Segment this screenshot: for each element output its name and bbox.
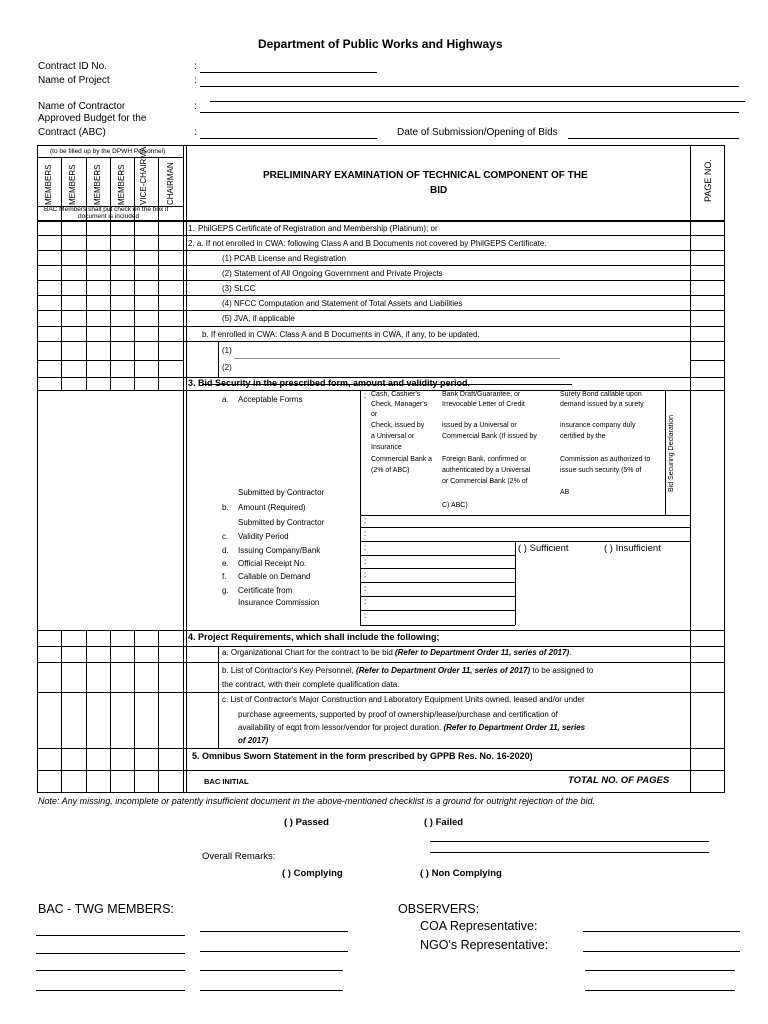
doc-2: (2) Statement of All Ongoing Government and Private Projects [222,269,443,278]
form-d-number: d. [222,546,229,555]
bank-line: issued by a Universal or [442,422,517,429]
bac-note-2: document is included [78,213,140,220]
filled-by-note: (to be filled up by the DPWH Personnel) [50,148,166,155]
colon: : [364,570,367,579]
row-divider [37,692,725,693]
contractor-colon: : [194,101,197,112]
page-col-divider [690,145,691,792]
item-4c-line-4: of 2017) [238,736,269,745]
cash-line: a Universal or [371,433,415,440]
page-no-header: PAGE NO. [703,159,713,202]
col-divider [110,157,111,390]
column-header: MEMBERS [117,164,126,205]
submitted-by-contractor-2: Submitted by Contractor [238,518,325,527]
coa-representative-label: COA Representative: [420,919,538,933]
col-divider [86,157,87,390]
colon: : [364,584,367,593]
row-divider [360,541,690,542]
contractor-field[interactable] [200,112,739,113]
twg-signature-line[interactable] [36,970,185,971]
bank-line: authenticated by a Universal [442,467,531,474]
contractor-label: Name of Contractor [38,101,126,112]
item-4c-line-1: c. List of Contractor's Major Construction and Laboratory Equipment Units owned, leased and/or under [222,695,585,704]
row-divider [360,555,515,556]
row-divider [360,610,515,611]
header-bottom-rule [37,220,725,222]
row-divider [37,295,725,296]
bac-initial-label: BAC INITIAL [204,777,249,786]
item-4a [222,648,571,657]
row-divider [37,250,725,251]
form-a-number: a. [222,395,229,404]
twg-signature-line[interactable] [200,931,348,932]
item-5-omnibus: 5. Omnibus Sworn Statement in the form prescribed by GPPB Res. No. 16-2020) [192,751,533,761]
surety-line: demand issued by a surety [560,401,644,408]
colon: : [364,597,367,606]
row-divider [37,310,725,311]
form-g-number: g. [222,586,229,595]
row-divider [360,527,690,528]
item-4c-ref: (Refer to Department Order 11, series [443,723,586,732]
submitted-by-contractor-1: Submitted by Contractor [238,488,325,497]
row-divider [37,265,725,266]
row-divider [37,235,725,236]
twg-members-label: BAC - TWG MEMBERS: [38,902,174,916]
row-divider [37,770,725,771]
observer-signature-line[interactable] [585,970,735,971]
item-4b-end: to be assigned to [530,666,594,675]
submission-field[interactable] [568,138,739,139]
cash-line: Check, issued by [371,422,425,429]
doc-3: (3) SLCC [222,284,256,293]
form-title-line-2: BID [430,185,448,196]
doc-5: (5) JVA, if applicable [222,314,295,323]
strike-line [202,384,572,385]
column-header: MEMBERS [93,164,102,205]
row-divider [37,630,725,631]
form-e-number: e. [222,559,229,568]
item-1: PhilGEPS Certificate of Registration and Membership (Platinum); or [198,224,438,233]
col-divider [515,541,516,625]
project-colon: : [194,75,197,86]
form-title-line-1: PRELIMINARY EXAMINATION OF TECHNICAL COMPONENT OF THE [263,170,588,181]
cwa-doc-1-field[interactable] [234,358,560,359]
sufficient-checkbox[interactable]: ( ) Sufficient [518,543,569,554]
surety-line: insurance company duly [560,422,636,429]
item-4c-line-3 [238,723,585,732]
twg-signature-line[interactable] [36,953,185,954]
bid-securing-declaration: Bid Securing Declaration [668,414,675,492]
passed-option[interactable]: ( ) Passed [284,817,329,828]
bank-line: or Commercial Bank (2% of [442,478,528,485]
validity-label: Validity Period [238,532,289,541]
surety-line: certified by the [560,433,606,440]
page-title: Department of Public Works and Highways [258,37,503,51]
twg-signature-line[interactable] [200,970,343,971]
certificate-label-2: Insurance Commission [238,598,320,607]
item-4a-ref: (Refer to Department Order 11, series of 2017) [394,648,570,657]
item-4a-text: a. Organizational Chart for the contract to be bid [222,648,395,657]
abc-label-1: Approved Budget for the [38,113,147,124]
acceptable-forms-label: Acceptable Forms [238,395,303,404]
cash-line: Commercial Bank a [371,456,433,463]
bank-line: Foreign Bank, confirmed or [442,456,527,463]
cash-line: Check, Manager's [371,401,428,408]
contract-id-field[interactable] [200,72,377,73]
row-divider [360,515,690,516]
col-divider [110,630,111,792]
abc-label-2: Contract (ABC) [38,127,106,138]
col-divider [183,145,184,792]
receipt-label: Official Receipt No. [238,559,307,568]
col-divider [61,157,62,390]
project-field-line-1[interactable] [200,86,739,87]
colon: : [364,557,367,566]
insufficient-checkbox[interactable]: ( ) Insufficient [604,543,661,554]
row-divider [360,625,515,626]
contract-id-colon: : [194,61,197,72]
project-label: Name of Project [38,75,110,86]
observers-label: OBSERVERS: [398,902,480,916]
item-4a-end: . [569,648,572,657]
item-3-heading: 3. Bid Security in the prescribed form, amount and validity period. [188,378,471,388]
row-divider [37,157,183,158]
colon: : [364,516,367,525]
item-4-heading: 4. Project Requirements, which shall include the following; [188,632,440,642]
col-divider [665,390,666,515]
project-field-line-2[interactable] [210,101,745,102]
bank-line: Commercial Bank (If issued by [442,433,537,440]
item-4b-line-2: the contract, with their complete qualification data. [222,680,400,689]
surety-line: Commission as authorized to [560,456,651,463]
ngo-representative-label: NGO's Representative: [420,938,549,952]
colon: : [364,543,367,552]
issuing-label: Issuing Company/Bank [238,546,321,555]
col-divider [134,630,135,792]
non-complying-option[interactable]: ( ) Non Complying [420,868,502,879]
row-divider [360,596,515,597]
cash-line: (2% of ABC) [371,467,410,474]
observer-signature-line[interactable] [585,990,735,991]
row-divider [37,662,725,663]
ngo-signature-line[interactable] [583,951,740,952]
total-pages-label: TOTAL NO. OF PAGES [568,775,670,786]
submission-label: Date of Submission/Opening of Bids [397,127,558,138]
cwa-doc-1: (1) [222,346,232,355]
row-divider [37,341,725,342]
remarks-line-2[interactable] [430,852,709,853]
overall-remarks-label: Overall Remarks: [202,851,276,862]
item-4c-text: availability of eqpt from lessor/vendor for project duration. [238,723,444,732]
row-divider [37,280,725,281]
cash-line: or [371,411,378,418]
cwa-doc-2: (2) [222,363,232,372]
col-divider [158,630,159,792]
table-right-border [724,145,725,792]
col-divider [134,157,135,390]
colon: : [364,529,367,538]
complying-option[interactable]: ( ) Complying [282,868,343,879]
bank-line: C) ABC) [442,502,468,509]
cash-line: Insurance [371,444,402,451]
col-divider [61,630,62,792]
colon: : [364,611,367,620]
col-divider [158,157,159,390]
item-4b-ref: (Refer to Department Order 11, series of 2017) [356,666,531,675]
failed-option[interactable]: ( ) Failed [424,817,464,828]
item-4c-line-2: purchase agreements, supported by proof of ownership/lease/purchase and certification of [238,710,558,719]
item-4b [222,666,593,675]
column-header: MEMBERS [68,164,77,205]
row-divider [37,646,725,647]
doc-4: (4) NFCC Computation and Statement of Total Assets and Liabilities [222,299,463,308]
cash-line: Cash, Cashier's [371,391,421,398]
item-4b-text: b. List of Contractor's Key Personnel, [222,666,357,675]
row-divider [690,360,724,361]
bank-line: Bank Draft/Guarantee, or [442,391,521,398]
twg-signature-line[interactable] [36,935,185,936]
certificate-label-1: Certificate from [238,586,293,595]
twg-signature-line[interactable] [200,951,348,952]
item-2b: b. If enrolled in CWA: Class A and B Documents in CWA, if any, to be updated. [202,330,480,339]
column-header: MEMBERS [44,164,53,205]
row-divider [37,326,725,327]
rejection-note: Note: Any missing, incomplete or patently insufficient document in the above-mentioned checklist is a ground for outright rejection of the bid. [38,796,595,806]
item-1-number: 1. [188,224,195,233]
row-divider [37,748,725,749]
surety-line: issue such security (5% of [560,467,642,474]
callable-label: Callable on Demand [238,572,311,581]
abc-field[interactable] [200,138,377,139]
column-header: CHAIRMAN [166,162,175,205]
doc-1: (1) PCAB License and Registration [222,254,347,263]
table-bottom-border [37,792,725,793]
col-divider [86,630,87,792]
col-divider [360,515,361,625]
row-divider [360,582,515,583]
surety-line: Surety Bond callable upon [560,391,642,398]
form-c-number: c. [222,532,229,541]
column-header: VICE-CHAIRMA [139,146,148,205]
colon-a: : [364,391,367,400]
surety-line: AB [560,489,570,496]
item-2a: 2. a. If not enrolled in CWA: following Class A and B Documents not covered by PhilGEPS Certificate. [188,239,547,248]
row-divider [37,360,183,361]
contract-id-label: Contract ID No. [38,61,107,72]
bank-line: Irrevocable Letter of Credit [442,401,525,408]
table-left-border [37,145,38,792]
col-divider [218,341,219,377]
form-f-number: f. [222,572,227,581]
amount-label: Amount (Required) [238,503,306,512]
row-divider [360,568,515,569]
coa-signature-line[interactable] [583,931,740,932]
twg-signature-line[interactable] [200,990,343,991]
bac-note-1: BAC Members shall put check on the box if [44,206,169,213]
twg-signature-line[interactable] [36,990,185,991]
form-b-number: b. [222,503,229,512]
col-divider [186,145,187,792]
col-divider [218,646,219,748]
col-divider [360,390,361,515]
remarks-line-1[interactable] [430,841,709,842]
abc-colon: : [194,127,197,138]
